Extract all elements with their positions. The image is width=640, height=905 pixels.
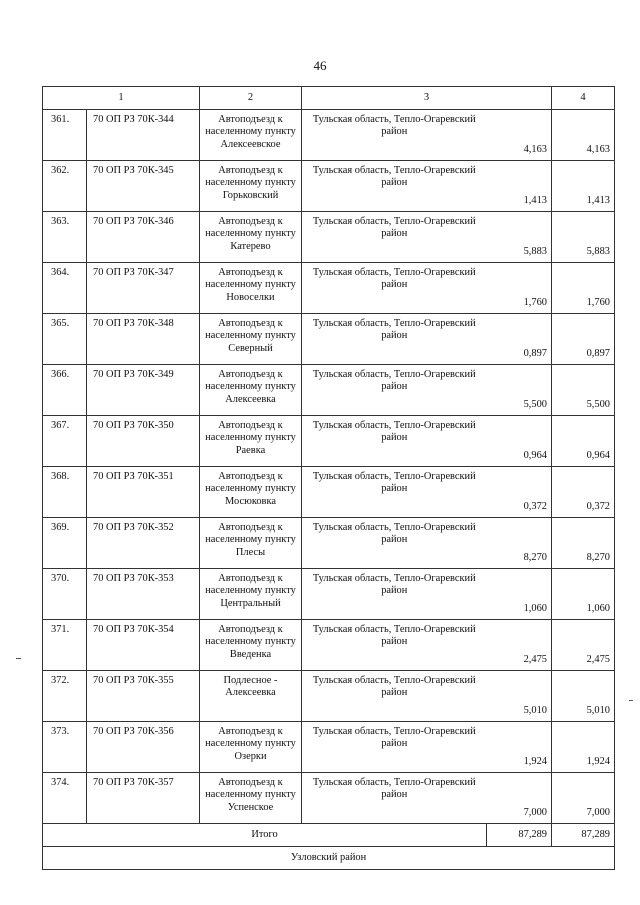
- road-name-line: Северный: [228, 342, 273, 354]
- road-length: 1,924: [487, 722, 552, 773]
- road-length-total: 8,270: [552, 518, 615, 569]
- table-row: [43, 620, 615, 671]
- table-body: [43, 87, 615, 870]
- table-row: [43, 416, 615, 467]
- road-name-line: населенному пункту: [205, 381, 296, 393]
- road-location: [302, 569, 487, 620]
- road-location-line: район: [381, 381, 408, 393]
- road-name-line: населенному пункту: [205, 534, 296, 546]
- road-name-line: населенному пункту: [205, 738, 296, 750]
- row-number: 369.: [43, 518, 87, 569]
- road-length: 8,270: [487, 518, 552, 569]
- road-location: [302, 263, 487, 314]
- row-number: 367.: [43, 416, 87, 467]
- road-name-line: Новоселки: [226, 291, 275, 303]
- road-location: [302, 722, 487, 773]
- road-name-line: Катерево: [230, 240, 271, 252]
- road-code: 70 ОП РЗ 70К-356: [87, 722, 200, 773]
- table-row: [43, 161, 615, 212]
- road-name-line: Раевка: [235, 444, 266, 456]
- road-length: 0,897: [487, 314, 552, 365]
- road-name: [200, 620, 302, 671]
- page-number: 46: [313, 58, 327, 73]
- road-code: 70 ОП РЗ 70К-353: [87, 569, 200, 620]
- road-code: 70 ОП РЗ 70К-345: [87, 161, 200, 212]
- road-location-line: район: [381, 687, 408, 699]
- road-location: [302, 314, 487, 365]
- road-location-line: район: [381, 177, 408, 189]
- road-name: [200, 467, 302, 518]
- road-length-total: 0,372: [552, 467, 615, 518]
- road-name-line: Автоподъезд к: [218, 573, 283, 584]
- road-name-line: населенному пункту: [205, 585, 296, 597]
- road-name-line: Алексеевское: [220, 138, 281, 150]
- road-length-total: 7,000: [552, 773, 615, 824]
- road-name-line: населенному пункту: [205, 789, 296, 801]
- table-row: [43, 110, 615, 161]
- road-location: [302, 467, 487, 518]
- road-length-total: 5,500: [552, 365, 615, 416]
- road-name-line: Плесы: [235, 546, 266, 558]
- row-number: 368.: [43, 467, 87, 518]
- road-location-line: Тульская область, Тепло-Огаревский: [312, 471, 476, 482]
- header-col-1: 1: [43, 87, 200, 110]
- road-location-line: район: [381, 585, 408, 597]
- road-length: 0,964: [487, 416, 552, 467]
- row-number: 373.: [43, 722, 87, 773]
- road-location-line: Тульская область, Тепло-Огаревский: [312, 420, 476, 431]
- road-length-total: 1,760: [552, 263, 615, 314]
- header-col-3: 3: [302, 87, 552, 110]
- district-row: [43, 847, 615, 870]
- road-length: 5,500: [487, 365, 552, 416]
- road-location-line: район: [381, 534, 408, 546]
- margin-mark: [16, 658, 21, 659]
- total-row: [43, 824, 615, 847]
- table-row: [43, 212, 615, 263]
- road-name-line: Подлесное -: [223, 675, 278, 686]
- road-location-line: Тульская область, Тепло-Огаревский: [312, 114, 476, 125]
- row-number: 361.: [43, 110, 87, 161]
- road-location-line: район: [381, 126, 408, 138]
- road-length: 2,475: [487, 620, 552, 671]
- road-location-line: район: [381, 279, 408, 291]
- table-row: [43, 722, 615, 773]
- road-code: 70 ОП РЗ 70К-355: [87, 671, 200, 722]
- road-name-line: Мосюковка: [225, 495, 276, 507]
- road-name-line: населенному пункту: [205, 330, 296, 342]
- road-code: 70 ОП РЗ 70К-346: [87, 212, 200, 263]
- road-location-line: район: [381, 483, 408, 495]
- road-location-line: район: [381, 228, 408, 240]
- road-name-line: Успенское: [227, 801, 274, 813]
- road-name-line: Автоподъезд к: [218, 420, 283, 431]
- district-title: Узловский район: [43, 847, 615, 870]
- table-row: [43, 671, 615, 722]
- road-length: 5,010: [487, 671, 552, 722]
- road-length-total: 1,060: [552, 569, 615, 620]
- road-code: 70 ОП РЗ 70К-349: [87, 365, 200, 416]
- road-name-line: Автоподъезд к: [218, 318, 283, 329]
- total-length-sum: 87,289: [552, 824, 615, 847]
- road-length-total: 2,475: [552, 620, 615, 671]
- road-name-line: Автоподъезд к: [218, 471, 283, 482]
- road-location-line: Тульская область, Тепло-Огаревский: [312, 216, 476, 227]
- road-location-line: Тульская область, Тепло-Огаревский: [312, 777, 476, 788]
- road-location: [302, 161, 487, 212]
- header-col-4: 4: [552, 87, 615, 110]
- road-location-line: Тульская область, Тепло-Огаревский: [312, 675, 476, 686]
- road-name: [200, 314, 302, 365]
- row-number: 366.: [43, 365, 87, 416]
- road-name-line: Автоподъезд к: [218, 114, 283, 125]
- road-location-line: Тульская область, Тепло-Огаревский: [312, 165, 476, 176]
- road-code: 70 ОП РЗ 70К-347: [87, 263, 200, 314]
- row-number: 365.: [43, 314, 87, 365]
- road-length: 4,163: [487, 110, 552, 161]
- road-length: 0,372: [487, 467, 552, 518]
- road-name-line: Автоподъезд к: [218, 522, 283, 533]
- header-row: [43, 87, 615, 110]
- road-name-line: населенному пункту: [205, 126, 296, 138]
- road-location-line: Тульская область, Тепло-Огаревский: [312, 522, 476, 533]
- road-location: [302, 110, 487, 161]
- row-number: 363.: [43, 212, 87, 263]
- road-name-line: Автоподъезд к: [218, 777, 283, 788]
- road-name-line: населенному пункту: [205, 177, 296, 189]
- road-code: 70 ОП РЗ 70К-357: [87, 773, 200, 824]
- road-name-line: Введенка: [229, 648, 272, 660]
- road-name: [200, 416, 302, 467]
- road-name: [200, 365, 302, 416]
- road-code: 70 ОП РЗ 70К-344: [87, 110, 200, 161]
- row-number: 371.: [43, 620, 87, 671]
- table-row: [43, 467, 615, 518]
- table-row: [43, 773, 615, 824]
- road-name-line: Автоподъезд к: [218, 369, 283, 380]
- row-number: 374.: [43, 773, 87, 824]
- road-location-line: Тульская область, Тепло-Огаревский: [312, 726, 476, 737]
- table-row: [43, 518, 615, 569]
- road-location: [302, 212, 487, 263]
- road-name-line: населенному пункту: [205, 636, 296, 648]
- road-name-line: Центральный: [220, 597, 281, 609]
- road-name-line: Автоподъезд к: [218, 165, 283, 176]
- road-length: 1,760: [487, 263, 552, 314]
- road-length-total: 5,010: [552, 671, 615, 722]
- road-name-line: населенному пункту: [205, 279, 296, 291]
- road-code: 70 ОП РЗ 70К-352: [87, 518, 200, 569]
- header-col-2: 2: [200, 87, 302, 110]
- road-location-line: район: [381, 636, 408, 648]
- road-code: 70 ОП РЗ 70К-351: [87, 467, 200, 518]
- road-length-total: 1,413: [552, 161, 615, 212]
- road-location-line: Тульская область, Тепло-Огаревский: [312, 369, 476, 380]
- road-name-line: населенному пункту: [205, 432, 296, 444]
- road-code: 70 ОП РЗ 70К-348: [87, 314, 200, 365]
- road-location: [302, 365, 487, 416]
- row-number: 362.: [43, 161, 87, 212]
- road-length: 1,413: [487, 161, 552, 212]
- road-length: 5,883: [487, 212, 552, 263]
- road-name: [200, 569, 302, 620]
- road-location-line: Тульская область, Тепло-Огаревский: [312, 318, 476, 329]
- road-name-line: Автоподъезд к: [218, 624, 283, 635]
- road-length: 1,060: [487, 569, 552, 620]
- road-name-line: Автоподъезд к: [218, 726, 283, 737]
- road-location-line: район: [381, 330, 408, 342]
- road-name: [200, 161, 302, 212]
- road-code: 70 ОП РЗ 70К-350: [87, 416, 200, 467]
- table-row: [43, 569, 615, 620]
- road-location-line: Тульская область, Тепло-Огаревский: [312, 573, 476, 584]
- road-name-line: Озерки: [234, 750, 267, 762]
- road-location-line: район: [381, 789, 408, 801]
- road-name: [200, 263, 302, 314]
- road-location-line: Тульская область, Тепло-Огаревский: [312, 267, 476, 278]
- road-length: 7,000: [487, 773, 552, 824]
- road-name: [200, 773, 302, 824]
- road-name-line: населенному пункту: [205, 228, 296, 240]
- road-location-line: Тульская область, Тепло-Огаревский: [312, 624, 476, 635]
- road-length-total: 4,163: [552, 110, 615, 161]
- road-location: [302, 416, 487, 467]
- margin-mark: [629, 700, 633, 701]
- road-name: [200, 671, 302, 722]
- total-length: 87,289: [487, 824, 552, 847]
- road-name-line: Автоподъезд к: [218, 267, 283, 278]
- road-location: [302, 671, 487, 722]
- road-name-line: Горьковский: [222, 189, 279, 201]
- road-name: [200, 518, 302, 569]
- row-number: 364.: [43, 263, 87, 314]
- road-name: [200, 110, 302, 161]
- road-length-total: 0,897: [552, 314, 615, 365]
- road-length-total: 5,883: [552, 212, 615, 263]
- row-number: 372.: [43, 671, 87, 722]
- row-number: 370.: [43, 569, 87, 620]
- road-length-total: 0,964: [552, 416, 615, 467]
- road-name-line: населенному пункту: [205, 483, 296, 495]
- road-location-line: район: [381, 432, 408, 444]
- total-label: Итого: [43, 824, 487, 847]
- road-name-line: Автоподъезд к: [218, 216, 283, 227]
- road-name-line: Алексеевка: [225, 687, 276, 699]
- road-code: 70 ОП РЗ 70К-354: [87, 620, 200, 671]
- road-name: [200, 212, 302, 263]
- table-row: [43, 365, 615, 416]
- road-location-line: район: [381, 738, 408, 750]
- road-location: [302, 518, 487, 569]
- road-name-line: Алексеевка: [225, 393, 276, 405]
- table-row: [43, 314, 615, 365]
- table-row: [43, 263, 615, 314]
- road-registry-table: [42, 86, 615, 870]
- road-name: [200, 722, 302, 773]
- road-location: [302, 620, 487, 671]
- road-location: [302, 773, 487, 824]
- road-length-total: 1,924: [552, 722, 615, 773]
